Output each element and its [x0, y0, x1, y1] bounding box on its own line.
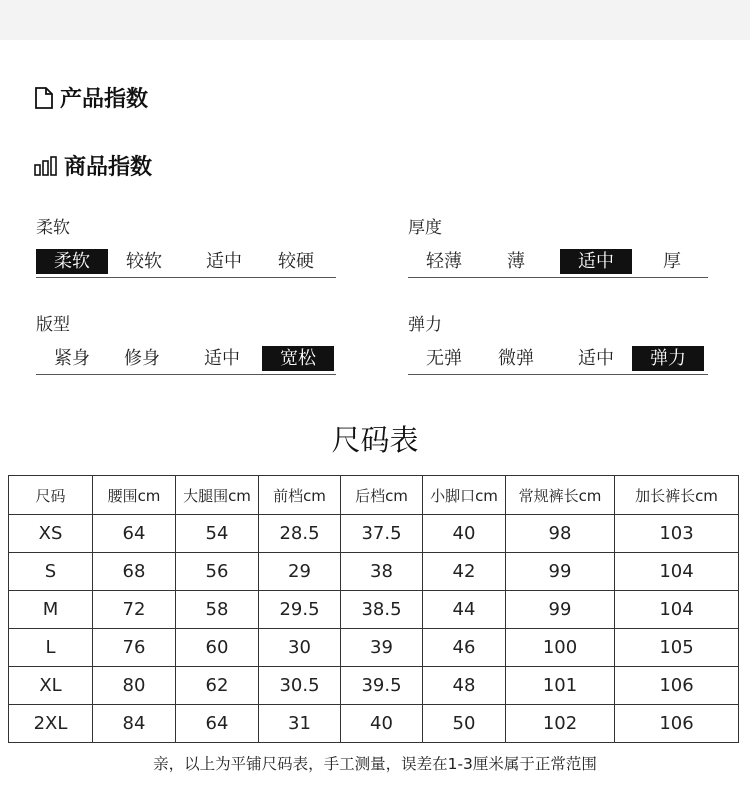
table-cell: 40	[423, 515, 506, 553]
header-cell: 大腿围cm	[176, 476, 259, 515]
option-item: 紧身	[54, 348, 90, 369]
table-cell: 76	[93, 629, 176, 667]
table-cell: 48	[423, 667, 506, 705]
table-cell: L	[9, 629, 93, 667]
document-icon	[34, 87, 54, 109]
table-cell: 100	[506, 629, 615, 667]
header-cell: 小脚口cm	[423, 476, 506, 515]
table-row	[9, 515, 739, 553]
table-cell: 37.5	[341, 515, 423, 553]
table-cell: 39.5	[341, 667, 423, 705]
top-bar	[0, 0, 750, 40]
table-cell: 39	[341, 629, 423, 667]
size-table	[8, 475, 739, 743]
table-cell: 42	[423, 553, 506, 591]
table-cell: 101	[506, 667, 615, 705]
table-row	[9, 705, 739, 743]
header-cell: 腰围cm	[93, 476, 176, 515]
table-cell: 84	[93, 705, 176, 743]
option-item-selected: 柔软	[36, 249, 108, 274]
table-cell: 2XL	[9, 705, 93, 743]
header-cell: 前档cm	[259, 476, 341, 515]
table-cell: 60	[176, 629, 259, 667]
option-item-selected: 宽松	[262, 346, 334, 371]
table-cell: 46	[423, 629, 506, 667]
table-cell: 64	[93, 515, 176, 553]
table-cell: 54	[176, 515, 259, 553]
table-cell: 99	[506, 591, 615, 629]
header-cell: 后档cm	[341, 476, 423, 515]
table-cell: 106	[615, 705, 739, 743]
table-cell: 104	[615, 591, 739, 629]
table-cell: 56	[176, 553, 259, 591]
table-cell: 105	[615, 629, 739, 667]
table-cell: 31	[259, 705, 341, 743]
option-item: 轻薄	[426, 251, 462, 272]
attribute-options	[408, 247, 708, 278]
option-item: 适中	[206, 251, 242, 272]
goods-index-title: 商品指数	[64, 155, 153, 180]
table-cell: 58	[176, 591, 259, 629]
table-cell: 68	[93, 553, 176, 591]
header-cell: 加长裤长cm	[615, 476, 739, 515]
option-item: 适中	[578, 348, 614, 369]
table-cell: 99	[506, 553, 615, 591]
table-cell: 98	[506, 515, 615, 553]
option-item: 微弹	[498, 348, 534, 369]
option-item-selected: 弹力	[632, 346, 704, 371]
product-index-heading	[34, 82, 148, 113]
option-item: 修身	[124, 348, 160, 369]
table-cell: M	[9, 591, 93, 629]
header-cell: 尺码	[9, 476, 93, 515]
attribute-label: 厚度	[408, 218, 442, 238]
table-cell: 106	[615, 667, 739, 705]
attribute-options	[36, 247, 336, 278]
table-cell: XS	[9, 515, 93, 553]
table-row	[9, 553, 739, 591]
table-cell: 104	[615, 553, 739, 591]
option-item: 薄	[507, 251, 525, 272]
table-cell: 29	[259, 553, 341, 591]
size-chart-title: 尺码表	[331, 423, 419, 457]
attribute-label: 柔软	[36, 218, 70, 238]
table-cell: 40	[341, 705, 423, 743]
attribute-label: 版型	[36, 315, 70, 335]
option-item: 较硬	[278, 251, 314, 272]
table-row	[9, 667, 739, 705]
table-cell: S	[9, 553, 93, 591]
table-cell: 28.5	[259, 515, 341, 553]
table-cell: 30.5	[259, 667, 341, 705]
table-cell: 38.5	[341, 591, 423, 629]
table-cell: XL	[9, 667, 93, 705]
table-row	[9, 629, 739, 667]
option-item: 较软	[126, 251, 162, 272]
attribute-label: 弹力	[408, 315, 442, 335]
option-item-selected: 适中	[560, 249, 632, 274]
table-cell: 64	[176, 705, 259, 743]
goods-index-heading	[34, 150, 152, 181]
table-cell: 62	[176, 667, 259, 705]
table-cell: 38	[341, 553, 423, 591]
table-cell: 102	[506, 705, 615, 743]
option-item: 无弹	[426, 348, 462, 369]
table-cell: 80	[93, 667, 176, 705]
table-row	[9, 591, 739, 629]
table-cell: 44	[423, 591, 506, 629]
table-cell: 30	[259, 629, 341, 667]
product-index-title: 产品指数	[60, 87, 149, 112]
option-item: 适中	[204, 348, 240, 369]
size-chart-note: 亲，以上为平铺尺码表，手工测量，误差在1-3厘米属于正常范围	[153, 755, 597, 773]
table-header-row	[9, 476, 739, 515]
table-cell: 50	[423, 705, 506, 743]
attribute-options	[36, 344, 336, 375]
option-item: 厚	[663, 251, 681, 272]
table-cell: 103	[615, 515, 739, 553]
bar-chart-icon	[34, 156, 58, 176]
header-cell: 常规裤长cm	[506, 476, 615, 515]
table-cell: 72	[93, 591, 176, 629]
attribute-options	[408, 344, 708, 375]
table-cell: 29.5	[259, 591, 341, 629]
